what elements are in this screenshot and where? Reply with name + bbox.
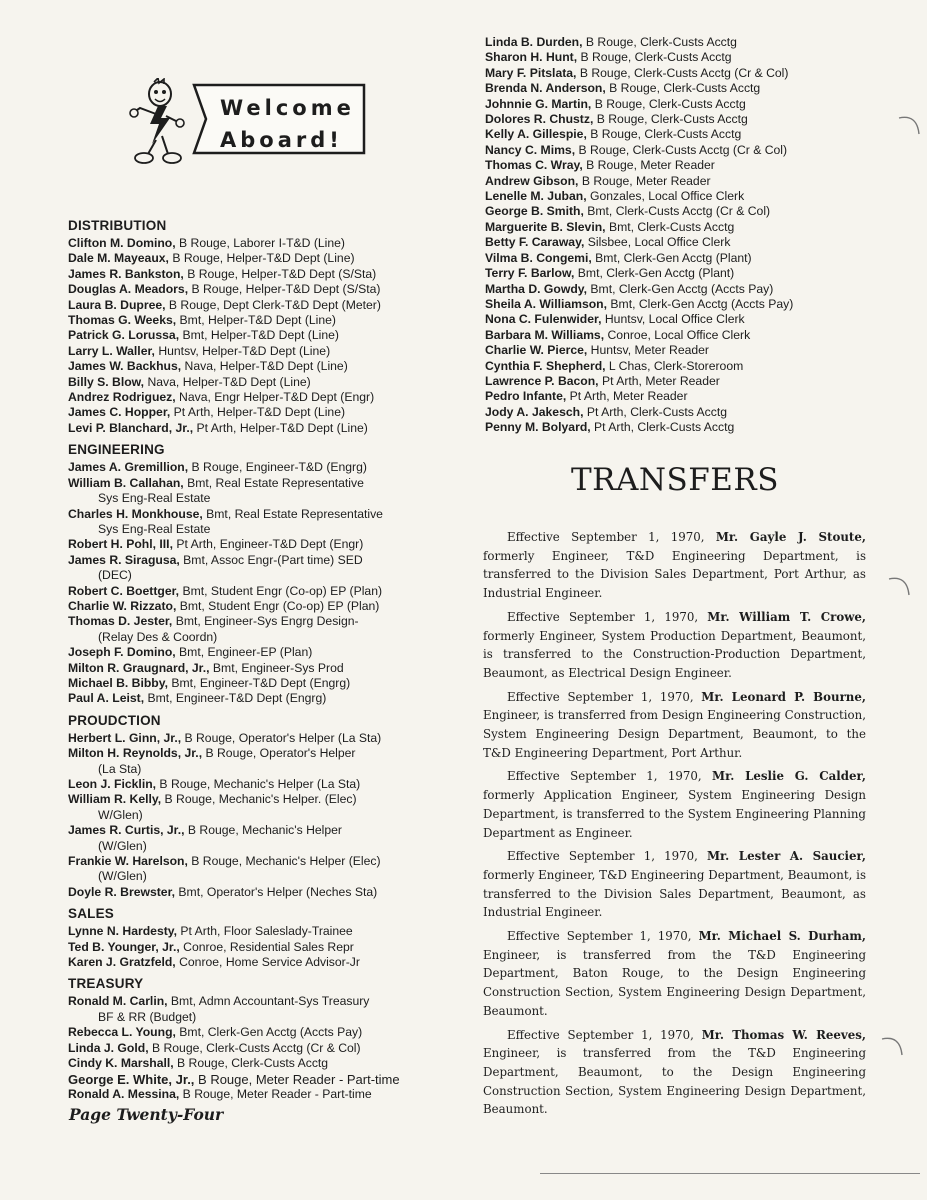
employee-name: Patrick G. Lorussa, xyxy=(68,328,180,343)
employee-detail: Bmt, Clerk-Gen Acctg (Accts Pay) xyxy=(607,296,794,311)
employee-detail: Bmt, Real Estate Representative xyxy=(202,506,383,521)
employee-name: Andrew Gibson, xyxy=(485,173,579,188)
section-heading: DISTRIBUTION xyxy=(68,218,167,233)
employee-name: Douglas A. Meadors, xyxy=(68,282,189,297)
employee-detail: Nava, Helper-T&D Dept (Line) xyxy=(144,374,311,389)
list-item xyxy=(68,359,463,374)
employee-name: Sheila A. Williamson, xyxy=(485,296,608,311)
employee-name: Robert C. Boettger, xyxy=(68,583,180,598)
list-item xyxy=(68,731,463,746)
employee-detail: Bmt, Real Estate Representative xyxy=(183,475,364,490)
list-item xyxy=(68,661,463,676)
employee-detail: Bmt, Engineer-T&D Dept (Engrg) xyxy=(168,675,351,690)
page-number: Page Twenty-Four xyxy=(69,1105,224,1124)
list-item xyxy=(68,344,463,359)
employee-name: Vilma B. Congemi, xyxy=(485,250,592,265)
employee-detail-continued: BF & RR (Budget) xyxy=(98,1009,197,1024)
employee-name: Charlie W. Pierce, xyxy=(485,343,588,358)
page-edge-line xyxy=(540,1173,920,1174)
list-item xyxy=(485,158,880,173)
employee-name: Charles H. Monkhouse, xyxy=(68,506,203,521)
list-item xyxy=(485,312,880,327)
employee-name: Martha D. Gowdy, xyxy=(485,281,588,296)
employee-detail: Gonzales, Local Office Clerk xyxy=(586,189,745,204)
reddy-kilowatt-mascot-icon xyxy=(128,78,188,166)
list-item xyxy=(68,375,463,390)
list-item xyxy=(68,599,463,614)
employee-detail: B Rouge, Meter Reader xyxy=(582,158,715,173)
employee-detail: Pt Arth, Floor Saleslady-Trainee xyxy=(177,924,353,939)
transfer-lead: Effective September 1, 1970, xyxy=(507,609,708,624)
list-item xyxy=(68,328,463,343)
transfer-text: formerly Engineer, T&D Engineering Department, is transferred to the Division Sales Department, Port Arthur, as Industrial Engineer. xyxy=(483,548,866,601)
list-item xyxy=(485,405,880,420)
list-item xyxy=(68,1056,463,1071)
list-item xyxy=(68,298,463,313)
employee-name: Laura B. Dupree, xyxy=(68,297,166,312)
employee-name: Brenda N. Anderson, xyxy=(485,81,606,96)
list-item xyxy=(68,746,463,777)
transfer-lead: Effective September 1, 1970, xyxy=(507,929,699,944)
employee-detail-continued: W/Glen) xyxy=(98,807,143,822)
transfer-paragraph xyxy=(483,688,866,763)
employee-detail: B Rouge, Engineer-T&D (Engrg) xyxy=(188,460,367,475)
employee-name: Mary F. Pitslata, xyxy=(485,65,577,80)
employee-detail: B Rouge, Meter Reader xyxy=(578,173,711,188)
list-item xyxy=(68,645,463,660)
employee-name: Joseph F. Domino, xyxy=(68,645,176,660)
employee-name: Michael B. Bibby, xyxy=(68,675,168,690)
welcome-line-1: Welcome xyxy=(220,96,355,120)
employee-detail: B Rouge, Clerk-Custs Acctg xyxy=(591,96,746,111)
employee-detail: B Rouge, Mechanic's Helper (Elec) xyxy=(187,854,381,869)
binder-hole-mark-icon xyxy=(887,573,913,599)
list-item xyxy=(485,420,880,435)
employee-detail: Conroe, Home Service Advisor-Jr xyxy=(175,955,360,970)
employee-name: Pedro Infante, xyxy=(485,389,567,404)
list-item xyxy=(68,994,463,1025)
list-item xyxy=(485,374,880,389)
welcome-banner-text xyxy=(220,92,370,156)
employee-detail: B Rouge, Clerk-Custs Acctg xyxy=(577,50,732,65)
employee-detail: B Rouge, Clerk-Custs Acctg xyxy=(605,81,761,96)
list-item xyxy=(68,940,463,955)
transfer-lead: Effective September 1, 1970, xyxy=(507,689,702,704)
list-item xyxy=(485,66,880,81)
list-item xyxy=(68,390,463,405)
list-item xyxy=(68,282,463,297)
employee-detail: B Rouge, Operator's Helper xyxy=(202,746,356,761)
employee-name: Thomas C. Wray, xyxy=(485,158,583,173)
employee-detail: Bmt, Admn Accountant-Sys Treasury xyxy=(167,994,370,1009)
employee-detail: Pt Arth, Meter Reader xyxy=(566,389,688,404)
employee-name: Karen J. Gratzfeld, xyxy=(68,955,176,970)
employee-name: Milton H. Reynolds, Jr., xyxy=(68,746,203,761)
list-item xyxy=(68,584,463,599)
employee-detail-continued: Sys Eng-Real Estate xyxy=(98,521,211,536)
employee-detail: B Rouge, Clerk-Custs Acctg xyxy=(586,127,742,142)
list-item xyxy=(68,507,463,538)
employee-detail-continued: (W/Glen) xyxy=(98,838,147,853)
transfer-name: Mr. Gayle J. Stoute, xyxy=(715,530,866,544)
employee-detail: Bmt, Operator's Helper (Neches Sta) xyxy=(175,884,378,899)
employee-detail: B Rouge, Clerk-Custs Acctg xyxy=(582,35,737,49)
transfer-paragraph xyxy=(483,528,866,603)
employee-name: Rebecca L. Young, xyxy=(68,1025,176,1040)
list-item xyxy=(485,343,880,358)
employee-name: Thomas D. Jester, xyxy=(68,614,173,629)
employee-detail: Huntsv, Helper-T&D Dept (Line) xyxy=(154,343,331,358)
list-item xyxy=(485,174,880,189)
employee-name: Ronald M. Carlin, xyxy=(68,994,168,1009)
employee-detail: Bmt, Clerk-Custs Acctg (Cr & Col) xyxy=(583,204,771,219)
employee-detail: B Rouge, Helper-T&D Dept (S/Sta) xyxy=(183,266,377,281)
employee-name: Herbert L. Ginn, Jr., xyxy=(68,730,182,745)
transfer-text: Engineer, is transferred from the T&D Engineering Department, Baton Rouge, to the Design Engineering Construction Section, System Engineering Design Department, Beaumont. xyxy=(483,947,866,1018)
section-heading: ENGINEERING xyxy=(68,442,165,458)
list-item xyxy=(68,955,463,970)
list-item xyxy=(68,460,463,475)
employee-name: Dale M. Mayeaux, xyxy=(68,251,169,266)
transfer-text: Engineer, is transferred from Design Engineering Construction, System Engineering Design Department, Beaumont, to the T&D Engineering Department, Port Arthur. xyxy=(483,708,866,760)
list-item xyxy=(485,328,880,343)
employee-detail: Nava, Engr Helper-T&D Dept (Engr) xyxy=(175,390,375,405)
employee-name: Cynthia F. Shepherd, xyxy=(485,358,606,373)
employee-name: Larry L. Waller, xyxy=(68,343,155,358)
section-heading: TREASURY xyxy=(68,976,144,992)
welcome-aboard-graphic xyxy=(128,78,368,168)
employee-detail: Nava, Helper-T&D Dept (Line) xyxy=(181,359,348,374)
employee-detail: Bmt, Helper-T&D Dept (Line) xyxy=(176,313,336,328)
list-item xyxy=(485,143,880,158)
transfer-paragraph xyxy=(483,927,866,1021)
employee-name: Lenelle M. Juban, xyxy=(485,189,587,204)
employee-name: Andrez Rodriguez, xyxy=(68,390,176,405)
employee-detail: Pt Arth, Helper-T&D Dept (Line) xyxy=(170,405,346,420)
employee-name: Marguerite B. Slevin, xyxy=(485,219,606,234)
list-item xyxy=(68,691,463,706)
list-item xyxy=(485,297,880,312)
employee-detail: Bmt, Clerk-Gen Acctg (Plant) xyxy=(574,266,735,281)
employee-name: Johnnie G. Martin, xyxy=(485,96,592,111)
list-item xyxy=(485,251,880,266)
list-item xyxy=(485,35,880,50)
list-item xyxy=(68,267,463,282)
employee-detail: Bmt, Engineer-Sys Engrg Design- xyxy=(172,614,359,629)
list-item xyxy=(68,885,463,900)
employee-detail: Pt Arth, Clerk-Custs Acctg xyxy=(583,404,728,419)
list-item xyxy=(485,282,880,297)
employee-detail: Bmt, Assoc Engr-(Part time) SED xyxy=(179,552,363,567)
transfer-name: Mr. Thomas W. Reeves, xyxy=(701,1027,866,1042)
list-item xyxy=(68,421,463,436)
employee-name: Jody A. Jakesch, xyxy=(485,404,584,419)
employee-detail: Pt Arth, Helper-T&D Dept (Line) xyxy=(193,420,368,435)
employee-name: Clifton M. Domino, xyxy=(68,236,176,250)
transfer-text: formerly Engineer, T&D Engineering Department, Beaumont, is transferred to the Division Sales Department, Beaumont, as Industrial Engineer. xyxy=(483,867,866,920)
employee-detail: Conroe, Residential Sales Repr xyxy=(179,939,354,954)
binder-hole-mark-icon xyxy=(880,1033,906,1059)
employee-name: Paul A. Leist, xyxy=(68,691,145,706)
employee-name: Sharon H. Hunt, xyxy=(485,50,578,65)
transfer-text: formerly Application Engineer, System Engineering Design Department, is transferred to the System Engineering Planning Department as Engineer. xyxy=(483,788,866,840)
employee-name: James R. Curtis, Jr., xyxy=(68,823,185,838)
transfer-paragraph xyxy=(483,767,866,842)
employee-detail: Bmt, Clerk-Gen Acctg (Accts Pay) xyxy=(175,1025,363,1040)
employee-detail: Bmt, Student Engr (Co-op) EP (Plan) xyxy=(176,598,380,613)
list-item xyxy=(68,1025,463,1040)
list-item xyxy=(485,81,880,96)
employee-name: James R. Siragusa, xyxy=(68,552,180,567)
employee-detail-continued: (W/Glen) xyxy=(98,869,147,884)
employee-name: Terry F. Barlow, xyxy=(485,266,575,281)
employee-detail: Bmt, Engineer-Sys Prod xyxy=(209,660,344,675)
employee-detail-continued: (DEC) xyxy=(98,568,132,583)
transfer-lead: Effective September 1, 1970, xyxy=(507,1027,702,1042)
transfers-heading: TRANSFERS xyxy=(571,462,779,498)
employee-name: James W. Backhus, xyxy=(68,359,182,374)
transfer-name: Mr. Michael S. Durham, xyxy=(698,929,866,944)
employee-name: Leon J. Ficklin, xyxy=(68,777,157,791)
employee-detail-continued: (Relay Des & Coordn) xyxy=(98,629,218,644)
transfer-lead: Effective September 1, 1970, xyxy=(507,769,713,784)
employee-detail: Bmt, Helper-T&D Dept (Line) xyxy=(179,328,339,343)
employee-detail: B Rouge, Clerk-Custs Acctg xyxy=(173,1056,329,1071)
transfer-paragraph xyxy=(483,1026,866,1120)
transfer-lead: Effective September 1, 1970, xyxy=(507,849,707,864)
transfer-name: Mr. Leonard P. Bourne, xyxy=(701,689,866,704)
list-item xyxy=(68,251,463,266)
employee-detail: L Chas, Clerk-Storeroom xyxy=(605,358,744,373)
list-item xyxy=(485,112,880,127)
employee-name: Billy S. Blow, xyxy=(68,374,145,389)
list-item xyxy=(485,359,880,374)
list-item xyxy=(68,676,463,691)
employee-detail: Huntsv, Local Office Clerk xyxy=(601,312,745,327)
employee-detail: Pt Arth, Engineer-T&D Dept (Engr) xyxy=(172,537,364,552)
employee-detail: B Rouge, Operator's Helper (La Sta) xyxy=(181,730,382,745)
list-item xyxy=(485,189,880,204)
employee-detail: B Rouge, Helper-T&D Dept (S/Sta) xyxy=(188,282,381,297)
employee-detail-continued: (La Sta) xyxy=(98,761,142,776)
employee-name: Frankie W. Harelson, xyxy=(68,854,188,869)
employee-detail: B Rouge, Dept Clerk-T&D Dept (Meter) xyxy=(165,297,381,312)
employee-detail: B Rouge, Meter Reader - Part-time xyxy=(179,1086,372,1101)
employee-name: Doyle R. Brewster, xyxy=(68,884,176,899)
employee-name: James A. Gremillion, xyxy=(68,460,189,475)
transfer-paragraph xyxy=(483,847,866,922)
employee-detail: Bmt, Student Engr (Co-op) EP (Plan) xyxy=(179,583,383,598)
employee-name: Robert H. Pohl, III, xyxy=(68,537,173,552)
list-item xyxy=(485,127,880,142)
list-item xyxy=(68,405,463,420)
list-item xyxy=(485,235,880,250)
employee-detail: B Rouge, Mechanic's Helper xyxy=(184,823,342,838)
employee-name: William B. Callahan, xyxy=(68,475,184,490)
employee-detail: Pt Arth, Meter Reader xyxy=(598,373,720,388)
employee-detail: Bmt, Clerk-Gen Acctg (Plant) xyxy=(591,250,752,265)
list-item xyxy=(485,389,880,404)
list-item xyxy=(68,1087,463,1102)
employee-detail: B Rouge, Clerk-Custs Acctg (Cr & Col) xyxy=(575,142,788,157)
employee-name: George B. Smith, xyxy=(485,204,584,219)
list-item xyxy=(68,313,463,328)
employee-detail: Bmt, Clerk-Gen Acctg (Accts Pay) xyxy=(587,281,774,296)
employee-detail: B Rouge, Laborer I-T&D (Line) xyxy=(175,236,345,250)
employee-detail: Pt Arth, Clerk-Custs Acctg xyxy=(590,420,735,435)
employee-name: James C. Hopper, xyxy=(68,405,171,420)
employee-detail: Conroe, Local Office Clerk xyxy=(604,327,751,342)
list-item xyxy=(68,924,463,939)
employee-detail: Huntsv, Meter Reader xyxy=(587,343,709,358)
transfer-paragraph xyxy=(483,608,866,683)
employee-detail: B Rouge, Clerk-Custs Acctg xyxy=(593,112,748,127)
employee-detail: Silsbee, Local Office Clerk xyxy=(584,235,731,250)
employee-detail-continued: Sys Eng-Real Estate xyxy=(98,491,211,506)
list-item xyxy=(68,476,463,507)
list-item xyxy=(68,1072,463,1087)
employee-detail: B Rouge, Clerk-Custs Acctg (Cr & Col) xyxy=(576,65,789,80)
employee-name: Milton R. Graugnard, Jr., xyxy=(68,660,210,675)
list-item xyxy=(68,537,463,552)
list-item xyxy=(485,204,880,219)
employee-name: Dolores R. Chustz, xyxy=(485,112,594,127)
list-item xyxy=(68,236,463,251)
employee-name: William R. Kelly, xyxy=(68,792,162,807)
employee-name: Ronald A. Messina, xyxy=(68,1086,180,1101)
list-item xyxy=(68,777,463,792)
employee-name: Charlie W. Rizzato, xyxy=(68,598,177,613)
section-heading: SALES xyxy=(68,906,115,922)
employee-detail: B Rouge, Mechanic's Helper (La Sta) xyxy=(156,777,361,791)
employee-name: Cindy K. Marshall, xyxy=(68,1056,174,1071)
transfer-text: formerly Engineer, System Production Department, Beaumont, is transferred to the Construction-Production Department, Beaumont, as Electrical Design Engineer. xyxy=(483,628,866,680)
list-item xyxy=(68,1041,463,1056)
transfer-name: Mr. Lester A. Saucier, xyxy=(706,849,866,864)
list-item xyxy=(485,220,880,235)
employee-name: Nancy C. Mims, xyxy=(485,142,576,157)
employee-name: Lynne N. Hardesty, xyxy=(68,924,178,939)
employee-name: Barbara M. Williams, xyxy=(485,327,605,342)
employee-detail: B Rouge, Clerk-Custs Acctg (Cr & Col) xyxy=(148,1040,361,1055)
employee-detail: Bmt, Clerk-Custs Acctg xyxy=(605,219,735,234)
employee-name: Kelly A. Gillespie, xyxy=(485,127,587,142)
list-item xyxy=(68,553,463,584)
welcome-line-2: Aboard! xyxy=(220,128,343,152)
employee-name: Nona C. Fulenwider, xyxy=(485,312,602,327)
new-employees-left-column xyxy=(68,218,463,1102)
employee-name: Linda J. Gold, xyxy=(68,1040,149,1055)
employee-name: Lawrence P. Bacon, xyxy=(485,373,599,388)
transfer-name: Mr. Leslie G. Calder, xyxy=(712,769,866,784)
transfers-body xyxy=(483,528,866,1124)
section-heading: PROUDCTION xyxy=(68,712,161,728)
employee-name: Betty F. Caraway, xyxy=(485,235,585,250)
transfer-text: Engineer, is transferred from the T&D Engineering Department, Beaumont, to the Design Engineering Construction Section, System Engineering Design Department, Beaumont. xyxy=(483,1046,866,1117)
employee-name: Ted B. Younger, Jr., xyxy=(68,939,180,954)
employee-detail: B Rouge, Helper-T&D Dept (Line) xyxy=(168,251,355,266)
employee-name: Thomas G. Weeks, xyxy=(68,313,177,328)
list-item xyxy=(68,792,463,823)
employee-detail: Bmt, Engineer-T&D Dept (Engrg) xyxy=(144,691,327,706)
employee-detail: Bmt, Engineer-EP (Plan) xyxy=(175,645,313,660)
list-item xyxy=(68,614,463,645)
employee-name: Levi P. Blanchard, Jr., xyxy=(68,420,194,435)
list-item xyxy=(485,266,880,281)
transfer-name: Mr. William T. Crowe, xyxy=(707,609,866,624)
employee-name: George E. White, Jr., xyxy=(68,1071,195,1087)
employee-name: Linda B. Durden, xyxy=(485,35,583,49)
list-item xyxy=(485,97,880,112)
list-item xyxy=(485,50,880,65)
list-item xyxy=(68,854,463,885)
employee-name: James R. Bankston, xyxy=(68,266,184,281)
new-employees-right-column xyxy=(485,35,880,436)
employee-detail: B Rouge, Meter Reader - Part-time xyxy=(194,1071,400,1087)
employee-name: Penny M. Bolyard, xyxy=(485,420,591,435)
transfer-lead: Effective September 1, 1970, xyxy=(507,530,716,544)
binder-hole-mark-icon xyxy=(897,112,923,138)
list-item xyxy=(68,823,463,854)
employee-detail: B Rouge, Mechanic's Helper. (Elec) xyxy=(161,792,357,807)
